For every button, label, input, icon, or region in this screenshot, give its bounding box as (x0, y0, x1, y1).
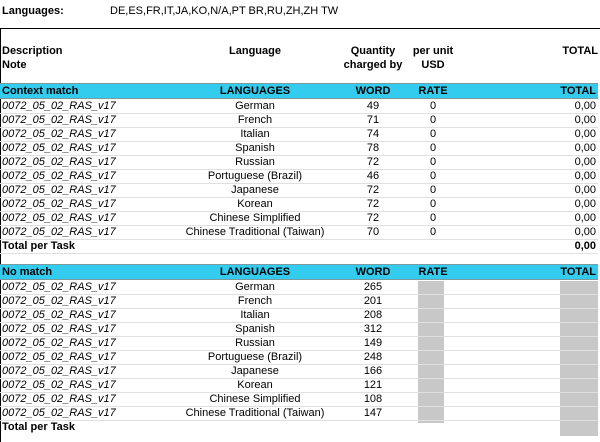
table-row (0, 336, 598, 351)
header-per-unit-line2: USD (421, 59, 445, 71)
table-row (0, 225, 598, 240)
row-total: 0,00 (574, 226, 596, 238)
no-match-col-languages: LANGUAGES (219, 266, 291, 278)
row-word-count: 72 (366, 212, 380, 224)
row-description: 0072_05_02_RAS_v17 (2, 198, 116, 210)
row-word-count: 265 (363, 281, 383, 293)
header-language-text: Language (229, 45, 281, 57)
table-row (0, 294, 598, 309)
row-rate: 0 (429, 212, 437, 224)
table-row (0, 113, 598, 128)
row-word-count: 70 (366, 226, 380, 238)
row-total: 0,00 (574, 128, 596, 140)
header-quantity-line1: Quantity (350, 45, 396, 57)
row-rate: 0 (429, 156, 437, 168)
context-col-rate: RATE (418, 85, 448, 97)
no-match-col-total: TOTAL (560, 266, 596, 278)
row-word-count: 208 (363, 309, 383, 321)
row-word-count: 121 (363, 379, 383, 391)
no-match-total-row (0, 420, 598, 434)
row-description: 0072_05_02_RAS_v17 (2, 114, 116, 126)
row-word-count: 166 (363, 365, 383, 377)
row-language: German (235, 281, 275, 293)
row-rate: 0 (429, 128, 437, 140)
row-description: 0072_05_02_RAS_v17 (2, 309, 116, 321)
row-rate: 0 (429, 184, 437, 196)
header-per-unit-line1: per unit (412, 45, 454, 57)
row-description: 0072_05_02_RAS_v17 (2, 407, 116, 419)
row-description: 0072_05_02_RAS_v17 (2, 226, 116, 238)
no-match-col-rate: RATE (418, 266, 448, 278)
row-total: 0,00 (574, 142, 596, 154)
context-match-title: Context match (2, 85, 79, 97)
context-total-row (0, 239, 598, 254)
table-row (0, 155, 598, 170)
table-row (0, 350, 598, 365)
row-description: 0072_05_02_RAS_v17 (2, 365, 116, 377)
row-word-count: 149 (363, 337, 383, 349)
row-language: Chinese Simplified (209, 212, 301, 224)
table-row (0, 127, 598, 142)
header-description (2, 44, 63, 72)
header-total (562, 44, 598, 58)
header-per-unit (405, 44, 461, 72)
header-total-text: TOTAL (562, 45, 598, 57)
row-description: 0072_05_02_RAS_v17 (2, 170, 116, 182)
row-word-count: 201 (363, 295, 383, 307)
row-description: 0072_05_02_RAS_v17 (2, 379, 116, 391)
context-total-value: 0,00 (574, 240, 596, 252)
table-row (0, 197, 598, 212)
row-word-count: 108 (363, 393, 383, 405)
row-word-count: 74 (366, 128, 380, 140)
row-description: 0072_05_02_RAS_v17 (2, 184, 116, 196)
row-description: 0072_05_02_RAS_v17 (2, 295, 116, 307)
row-rate: 0 (429, 114, 437, 126)
context-col-languages: LANGUAGES (219, 85, 291, 97)
row-description: 0072_05_02_RAS_v17 (2, 100, 116, 112)
row-word-count: 72 (366, 184, 380, 196)
row-language: Russian (235, 156, 275, 168)
row-language: Spanish (235, 323, 275, 335)
header-description-text: Description (2, 45, 63, 57)
table-row (0, 406, 598, 421)
row-rate: 0 (429, 100, 437, 112)
table-row (0, 322, 598, 337)
row-language: French (237, 114, 273, 126)
row-word-count: 248 (363, 351, 383, 363)
context-col-word: WORD (355, 85, 391, 97)
row-description: 0072_05_02_RAS_v17 (2, 323, 116, 335)
header-quantity-line2: charged by (343, 59, 403, 71)
row-word-count: 312 (363, 323, 383, 335)
table-row (0, 183, 598, 198)
row-language: Italian (240, 128, 270, 140)
table-row (0, 99, 598, 114)
row-description: 0072_05_02_RAS_v17 (2, 351, 116, 363)
table-row (0, 169, 598, 184)
no-match-title: No match (2, 266, 53, 278)
row-language: Chinese Traditional (Taiwan) (185, 226, 325, 238)
row-total: 0,00 (574, 100, 596, 112)
row-description: 0072_05_02_RAS_v17 (2, 128, 116, 140)
row-description: 0072_05_02_RAS_v17 (2, 337, 116, 349)
table-row (0, 141, 598, 156)
row-description: 0072_05_02_RAS_v17 (2, 156, 116, 168)
row-word-count: 49 (366, 100, 380, 112)
row-language: Spanish (235, 142, 275, 154)
row-word-count: 78 (366, 142, 380, 154)
table-row (0, 308, 598, 323)
header-language (165, 44, 345, 58)
context-total-label: Total per Task (2, 240, 75, 252)
row-language: German (235, 100, 275, 112)
row-language: Japanese (231, 184, 279, 196)
row-description: 0072_05_02_RAS_v17 (2, 281, 116, 293)
row-language: Portuguese (Brazil) (207, 170, 303, 182)
table-row (0, 378, 598, 393)
row-language: Chinese Traditional (Taiwan) (185, 407, 325, 419)
row-total: 0,00 (574, 114, 596, 126)
languages-label: Languages: (2, 5, 64, 17)
row-language: Russian (235, 337, 275, 349)
row-total: 0,00 (574, 156, 596, 168)
row-total: 0,00 (574, 184, 596, 196)
no-match-col-word: WORD (355, 266, 391, 278)
row-language: Portuguese (Brazil) (207, 351, 303, 363)
languages-line (2, 5, 339, 17)
row-word-count: 46 (366, 170, 380, 182)
row-language: Korean (237, 379, 273, 391)
table-row (0, 392, 598, 407)
context-col-total: TOTAL (560, 85, 596, 97)
table-row (0, 364, 598, 379)
row-rate: 0 (429, 170, 437, 182)
row-description: 0072_05_02_RAS_v17 (2, 142, 116, 154)
no-match-band (0, 264, 598, 280)
row-language: Korean (237, 198, 273, 210)
context-match-band (0, 83, 598, 99)
no-match-total-label: Total per Task (2, 421, 75, 433)
row-word-count: 147 (363, 407, 383, 419)
row-total: 0,00 (574, 198, 596, 210)
row-language: Chinese Simplified (209, 393, 301, 405)
header-note-text: Note (2, 59, 27, 71)
languages-value: DE,ES,FR,IT,JA,KO,N/A,PT BR,RU,ZH,ZH TW (110, 5, 339, 17)
row-language: Italian (240, 309, 270, 321)
table-row (0, 280, 598, 295)
row-rate: 0 (429, 198, 437, 210)
row-language: French (237, 295, 273, 307)
row-rate: 0 (429, 226, 437, 238)
row-description: 0072_05_02_RAS_v17 (2, 393, 116, 405)
table-row (0, 211, 598, 226)
row-description: 0072_05_02_RAS_v17 (2, 212, 116, 224)
row-rate: 0 (429, 142, 437, 154)
row-language: Japanese (231, 365, 279, 377)
row-total: 0,00 (574, 212, 596, 224)
row-total: 0,00 (574, 170, 596, 182)
header-quantity (340, 44, 406, 72)
row-word-count: 72 (366, 198, 380, 210)
table-top-border (0, 28, 600, 29)
row-word-count: 72 (366, 156, 380, 168)
row-word-count: 71 (366, 114, 380, 126)
